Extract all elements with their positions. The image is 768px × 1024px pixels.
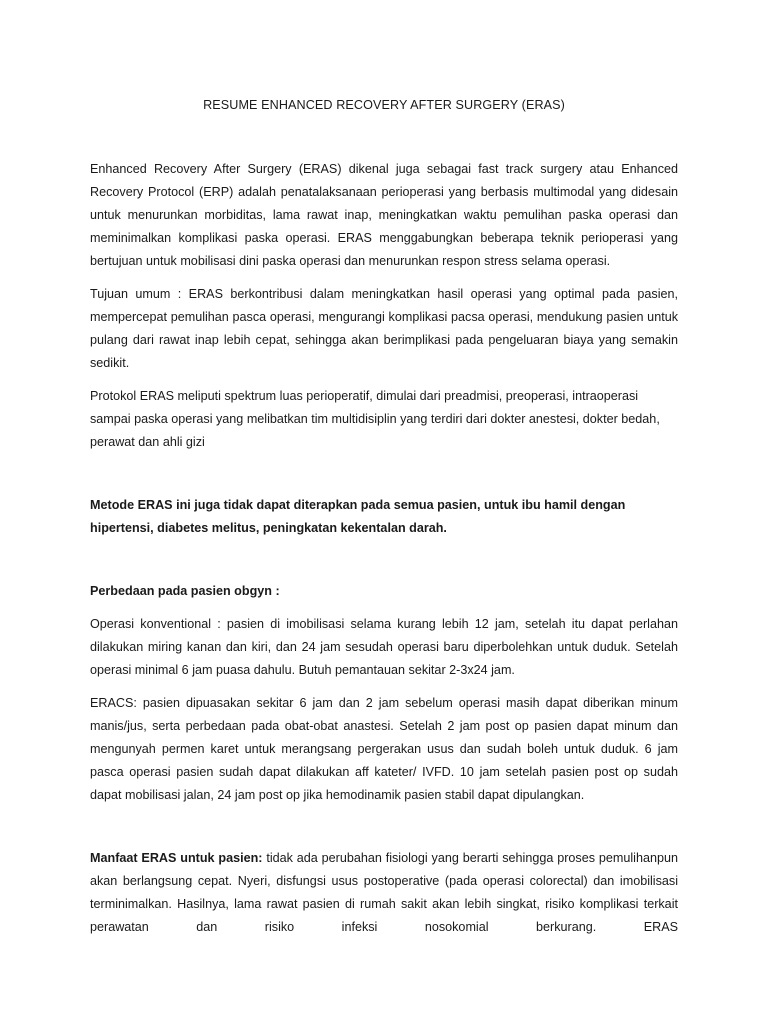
eracs-paragraph: ERACS: pasien dipuasakan sekitar 6 jam dan 2 jam sebelum operasi masih dapat diberikan minum manis/jus, serta perbedaan pada obat-obat anastesi. Setelah 2 jam post op pasien dapat minum dan mengunyah permen karet untuk merangsang pergerakan usus dan sudah boleh untuk duduk. 6 jam pasca operasi pasien sudah dapat dilakukan aff kateter/ IVFD. 10 jam setelah pasien post op sudah dapat mobilisasi jalan, 24 jam post op jika hemodinamik pasien stabil dapat dipulangkan. <box>90 696 678 802</box>
perbedaan-heading: Perbedaan pada pasien obgyn : <box>90 584 280 598</box>
konvensional-paragraph: Operasi konventional : pasien di imobilisasi selama kurang lebih 12 jam, setelah itu dapat perlahan dilakukan miring kanan dan kiri, dan 24 jam sesudah operasi baru diperbolehkan untuk duduk. Setelah operasi minimal 6 jam puasa dahulu. Butuh pemantauan sekitar 2-3x24 jam. <box>90 617 678 677</box>
manfaat-text: tidak ada perubahan fisiologi yang berarti sehingga proses pemulihanpun akan berlangsung cepat. Nyeri, disfungsi usus postoperative (pada operasi colorectal) dan imobilisasi terminimalkan. Hasilnya, lama rawat pasien di rumah sakit akan lebih singkat, risiko komplikasi terkait perawatan dan risiko infeksi nosokomial berkurang. ERAS <box>90 851 678 934</box>
metode-paragraph: Metode ERAS ini juga tidak dapat diterapkan pada semua pasien, untuk ibu hamil dengan hipertensi, diabetes melitus, peningkatan kekentalan darah. <box>90 498 626 535</box>
tujuan-paragraph: Tujuan umum : ERAS berkontribusi dalam meningkatkan hasil operasi yang optimal pada pasien, mempercepat pemulihan pasca operasi, mengurangi komplikasi pacsa operasi, mendukung pasien untuk pulang dari rawat inap lebih cepat, sehingga akan berimplikasi pada pengeluaran biaya yang semakin sedikit. <box>90 287 678 370</box>
manfaat-label: Manfaat ERAS untuk pasien: <box>90 851 263 865</box>
protokol-paragraph: Protokol ERAS meliputi spektrum luas perioperatif, dimulai dari preadmisi, preoperasi, intraoperasi sampai paska operasi yang melibatkan tim multidisiplin yang terdiri dari dokter anestesi, dokter bedah, perawat dan ahli gizi <box>90 389 660 449</box>
document-title: RESUME ENHANCED RECOVERY AFTER SURGERY (ERAS) <box>203 98 565 112</box>
manfaat-paragraph <box>90 847 678 939</box>
intro-paragraph: Enhanced Recovery After Surgery (ERAS) dikenal juga sebagai fast track surgery atau Enhanced Recovery Protocol (ERP) adalah penatalaksanaan perioperasi yang berbasis multimodal yang didesain untuk menurunkan morbiditas, lama rawat inap, meningkatkan waktu pemulihan paska operasi dan meminimalkan komplikasi paska operasi. ERAS menggabungkan beberapa teknik perioperasi yang bertujuan untuk mobilisasi dini paska operasi dan menurunkan respon stress selama operasi. <box>90 162 678 268</box>
